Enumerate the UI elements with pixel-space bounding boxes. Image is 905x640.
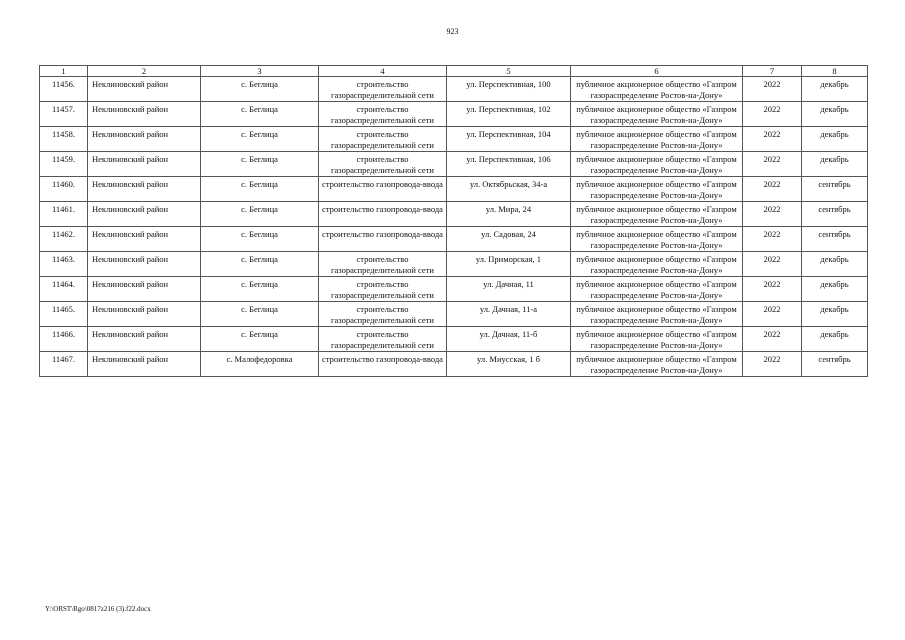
address-cell: ул. Перспективная, 100 <box>447 77 571 102</box>
organization-cell: публичное акционерное общество «Газпром газораспределение Ростов-на-Дону» <box>571 327 743 352</box>
organization-cell: публичное акционерное общество «Газпром газораспределение Ростов-на-Дону» <box>571 177 743 202</box>
month-cell: декабрь <box>802 127 868 152</box>
row-number-cell: 11459. <box>40 152 88 177</box>
row-number-cell: 11464. <box>40 277 88 302</box>
locality-cell: с. Беглица <box>201 277 319 302</box>
month-cell: сентябрь <box>802 227 868 252</box>
address-cell: ул. Садовая, 24 <box>447 227 571 252</box>
row-number-cell: 11457. <box>40 102 88 127</box>
year-cell: 2022 <box>743 77 802 102</box>
district-cell: Неклиновский район <box>88 77 201 102</box>
row-number-cell: 11467. <box>40 352 88 377</box>
table-row <box>40 152 868 177</box>
address-cell: ул. Перспективная, 102 <box>447 102 571 127</box>
column-header: 1 <box>40 66 88 77</box>
work-type-cell: строительство газопровода-ввода <box>319 352 447 377</box>
footer-file-path: Y:\ORST\Rgo\0817z216 (3).f22.docx <box>45 605 151 613</box>
row-number-cell: 11460. <box>40 177 88 202</box>
locality-cell: с. Беглица <box>201 77 319 102</box>
work-type-cell: строительство газопровода-ввода <box>319 227 447 252</box>
row-number-cell: 11463. <box>40 252 88 277</box>
table-row <box>40 302 868 327</box>
district-cell: Неклиновский район <box>88 227 201 252</box>
work-type-cell: строительство газораспределительной сети <box>319 102 447 127</box>
table-row <box>40 227 868 252</box>
month-cell: декабрь <box>802 252 868 277</box>
work-type-cell: строительство газораспределительной сети <box>319 252 447 277</box>
work-type-cell: строительство газораспределительной сети <box>319 277 447 302</box>
organization-cell: публичное акционерное общество «Газпром газораспределение Ростов-на-Дону» <box>571 352 743 377</box>
column-header: 2 <box>88 66 201 77</box>
column-header: 8 <box>802 66 868 77</box>
district-cell: Неклиновский район <box>88 327 201 352</box>
district-cell: Неклиновский район <box>88 152 201 177</box>
year-cell: 2022 <box>743 127 802 152</box>
locality-cell: с. Беглица <box>201 302 319 327</box>
work-type-cell: строительство газораспределительной сети <box>319 77 447 102</box>
organization-cell: публичное акционерное общество «Газпром газораспределение Ростов-на-Дону» <box>571 227 743 252</box>
work-type-cell: строительство газораспределительной сети <box>319 327 447 352</box>
month-cell: сентябрь <box>802 202 868 227</box>
page-number: 923 <box>446 27 459 36</box>
organization-cell: публичное акционерное общество «Газпром газораспределение Ростов-на-Дону» <box>571 252 743 277</box>
year-cell: 2022 <box>743 227 802 252</box>
table-row <box>40 77 868 102</box>
month-cell: сентябрь <box>802 352 868 377</box>
table-row <box>40 127 868 152</box>
address-cell: ул. Октябрьская, 34-а <box>447 177 571 202</box>
table-row <box>40 177 868 202</box>
year-cell: 2022 <box>743 102 802 127</box>
year-cell: 2022 <box>743 202 802 227</box>
table-row <box>40 252 868 277</box>
address-cell: ул. Перспективная, 104 <box>447 127 571 152</box>
address-cell: ул. Миусская, 1 б <box>447 352 571 377</box>
district-cell: Неклиновский район <box>88 127 201 152</box>
year-cell: 2022 <box>743 327 802 352</box>
work-type-cell: строительство газораспределительной сети <box>319 152 447 177</box>
locality-cell: с. Беглица <box>201 127 319 152</box>
year-cell: 2022 <box>743 302 802 327</box>
gasification-schedule-table <box>39 65 868 377</box>
work-type-cell: строительство газораспределительной сети <box>319 127 447 152</box>
organization-cell: публичное акционерное общество «Газпром газораспределение Ростов-на-Дону» <box>571 152 743 177</box>
address-cell: ул. Мира, 24 <box>447 202 571 227</box>
district-cell: Неклиновский район <box>88 252 201 277</box>
organization-cell: публичное акционерное общество «Газпром газораспределение Ростов-на-Дону» <box>571 127 743 152</box>
address-cell: ул. Приморская, 1 <box>447 252 571 277</box>
district-cell: Неклиновский район <box>88 302 201 327</box>
table-row <box>40 327 868 352</box>
row-number-cell: 11456. <box>40 77 88 102</box>
year-cell: 2022 <box>743 277 802 302</box>
row-number-cell: 11466. <box>40 327 88 352</box>
year-cell: 2022 <box>743 352 802 377</box>
column-number-row <box>40 66 868 77</box>
column-header: 7 <box>743 66 802 77</box>
table-row <box>40 352 868 377</box>
year-cell: 2022 <box>743 252 802 277</box>
locality-cell: с. Беглица <box>201 177 319 202</box>
row-number-cell: 11462. <box>40 227 88 252</box>
district-cell: Неклиновский район <box>88 352 201 377</box>
address-cell: ул. Перспективная, 106 <box>447 152 571 177</box>
month-cell: декабрь <box>802 327 868 352</box>
district-cell: Неклиновский район <box>88 177 201 202</box>
year-cell: 2022 <box>743 152 802 177</box>
table-body <box>40 77 868 377</box>
address-cell: ул. Дачная, 11-б <box>447 327 571 352</box>
address-cell: ул. Дачная, 11-а <box>447 302 571 327</box>
column-header: 5 <box>447 66 571 77</box>
month-cell: декабрь <box>802 302 868 327</box>
locality-cell: с. Беглица <box>201 252 319 277</box>
row-number-cell: 11461. <box>40 202 88 227</box>
document-table-container <box>39 65 867 377</box>
month-cell: декабрь <box>802 77 868 102</box>
table-row <box>40 202 868 227</box>
work-type-cell: строительство газораспределительной сети <box>319 302 447 327</box>
year-cell: 2022 <box>743 177 802 202</box>
month-cell: декабрь <box>802 277 868 302</box>
month-cell: декабрь <box>802 102 868 127</box>
address-cell: ул. Дачная, 11 <box>447 277 571 302</box>
work-type-cell: строительство газопровода-ввода <box>319 177 447 202</box>
locality-cell: с. Беглица <box>201 327 319 352</box>
table-row <box>40 102 868 127</box>
organization-cell: публичное акционерное общество «Газпром газораспределение Ростов-на-Дону» <box>571 102 743 127</box>
district-cell: Неклиновский район <box>88 277 201 302</box>
row-number-cell: 11465. <box>40 302 88 327</box>
column-header: 4 <box>319 66 447 77</box>
work-type-cell: строительство газопровода-ввода <box>319 202 447 227</box>
organization-cell: публичное акционерное общество «Газпром газораспределение Ростов-на-Дону» <box>571 302 743 327</box>
district-cell: Неклиновский район <box>88 102 201 127</box>
month-cell: декабрь <box>802 152 868 177</box>
locality-cell: с. Беглица <box>201 102 319 127</box>
row-number-cell: 11458. <box>40 127 88 152</box>
column-header: 6 <box>571 66 743 77</box>
locality-cell: с. Беглица <box>201 202 319 227</box>
organization-cell: публичное акционерное общество «Газпром газораспределение Ростов-на-Дону» <box>571 77 743 102</box>
month-cell: сентябрь <box>802 177 868 202</box>
locality-cell: с. Беглица <box>201 227 319 252</box>
table-row <box>40 277 868 302</box>
district-cell: Неклиновский район <box>88 202 201 227</box>
organization-cell: публичное акционерное общество «Газпром газораспределение Ростов-на-Дону» <box>571 202 743 227</box>
organization-cell: публичное акционерное общество «Газпром газораспределение Ростов-на-Дону» <box>571 277 743 302</box>
column-header: 3 <box>201 66 319 77</box>
locality-cell: с. Беглица <box>201 152 319 177</box>
locality-cell: с. Малофедоровка <box>201 352 319 377</box>
